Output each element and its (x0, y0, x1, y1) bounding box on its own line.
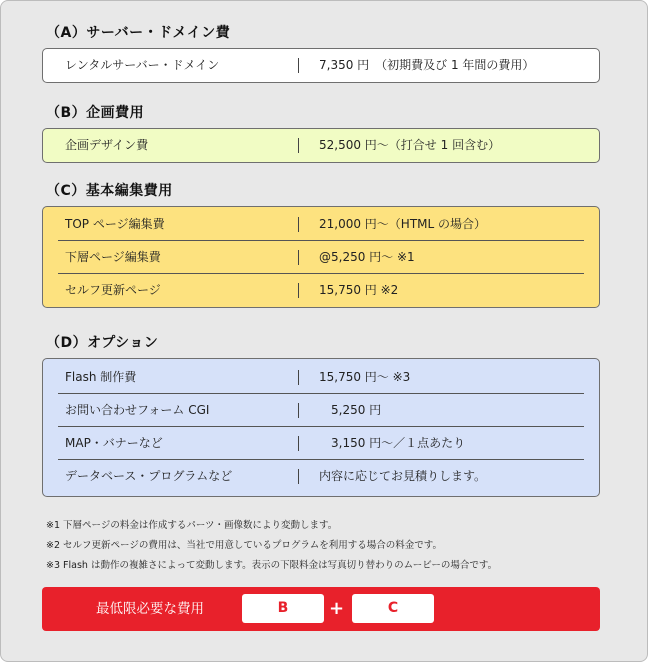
row-value: 15,750 円～ ※3 (319, 370, 411, 384)
minimum-cost-title: 最低限必要な費用 (96, 601, 204, 617)
column-divider (298, 469, 299, 484)
column-divider (298, 58, 299, 73)
section-c-box (42, 206, 600, 308)
row-label: セルフ更新ページ (65, 283, 161, 297)
footnote: ※3 Flash は動作の複雑さによって変動します。表示の下限料金は写真切り替わりのムービーの場合です。 (46, 560, 498, 571)
section-a-box (42, 48, 600, 83)
table-row (43, 241, 599, 274)
row-value: 52,500 円～（打合せ 1 回含む） (319, 138, 501, 152)
row-value: 内容に応じてお見積りします。 (319, 469, 487, 483)
section-c-heading: （C）基本編集費用 (46, 183, 173, 199)
row-value: 21,000 円～（HTML の場合） (319, 217, 487, 231)
table-row (43, 129, 599, 162)
row-value: 7,350 円 （初期費及び 1 年間の費用） (319, 58, 535, 72)
table-row (43, 427, 599, 460)
row-value: 3,150 円～／１点あたり (319, 436, 466, 450)
row-value: 15,750 円 ※2 (319, 283, 399, 297)
table-row (43, 394, 599, 427)
section-d-heading: （D）オプション (46, 335, 159, 351)
section-a-heading: （A）サーバー・ドメイン費 (46, 25, 231, 41)
column-divider (298, 217, 299, 232)
column-divider (298, 403, 299, 418)
footnotes (46, 516, 497, 576)
table-row (43, 49, 599, 82)
plus-sign: + (329, 598, 345, 619)
row-label: お問い合わせフォーム CGI (65, 403, 210, 417)
section-b-box (42, 128, 600, 163)
footnote: ※1 下層ページの料金は作成するパーツ・画像数により変動します。 (46, 520, 338, 531)
row-label: TOP ページ編集費 (65, 217, 165, 231)
option-c-chip: C (352, 594, 434, 623)
row-label: データベース・プログラムなど (65, 469, 233, 483)
minimum-cost-bar (42, 587, 600, 631)
row-value: 5,250 円 (319, 403, 382, 417)
table-row (43, 208, 599, 241)
row-label: MAP・バナーなど (65, 436, 163, 450)
table-row (43, 361, 599, 394)
column-divider (298, 283, 299, 298)
section-d-box (42, 358, 600, 497)
column-divider (298, 436, 299, 451)
column-divider (298, 250, 299, 265)
table-row (43, 460, 599, 493)
row-value: @5,250 円～ ※1 (319, 250, 415, 264)
column-divider (298, 138, 299, 153)
table-row (43, 274, 599, 307)
row-label: 下層ページ編集費 (65, 250, 161, 264)
option-b-chip: B (242, 594, 324, 623)
row-label: 企画デザイン費 (65, 138, 149, 152)
footnote: ※2 セルフ更新ページの費用は、当社で用意しているプログラムを利用する場合の料金です。 (46, 540, 442, 551)
row-label: レンタルサーバー・ドメイン (65, 58, 220, 72)
section-b-heading: （B）企画費用 (46, 105, 145, 121)
row-label: Flash 制作費 (65, 370, 137, 384)
column-divider (298, 370, 299, 385)
